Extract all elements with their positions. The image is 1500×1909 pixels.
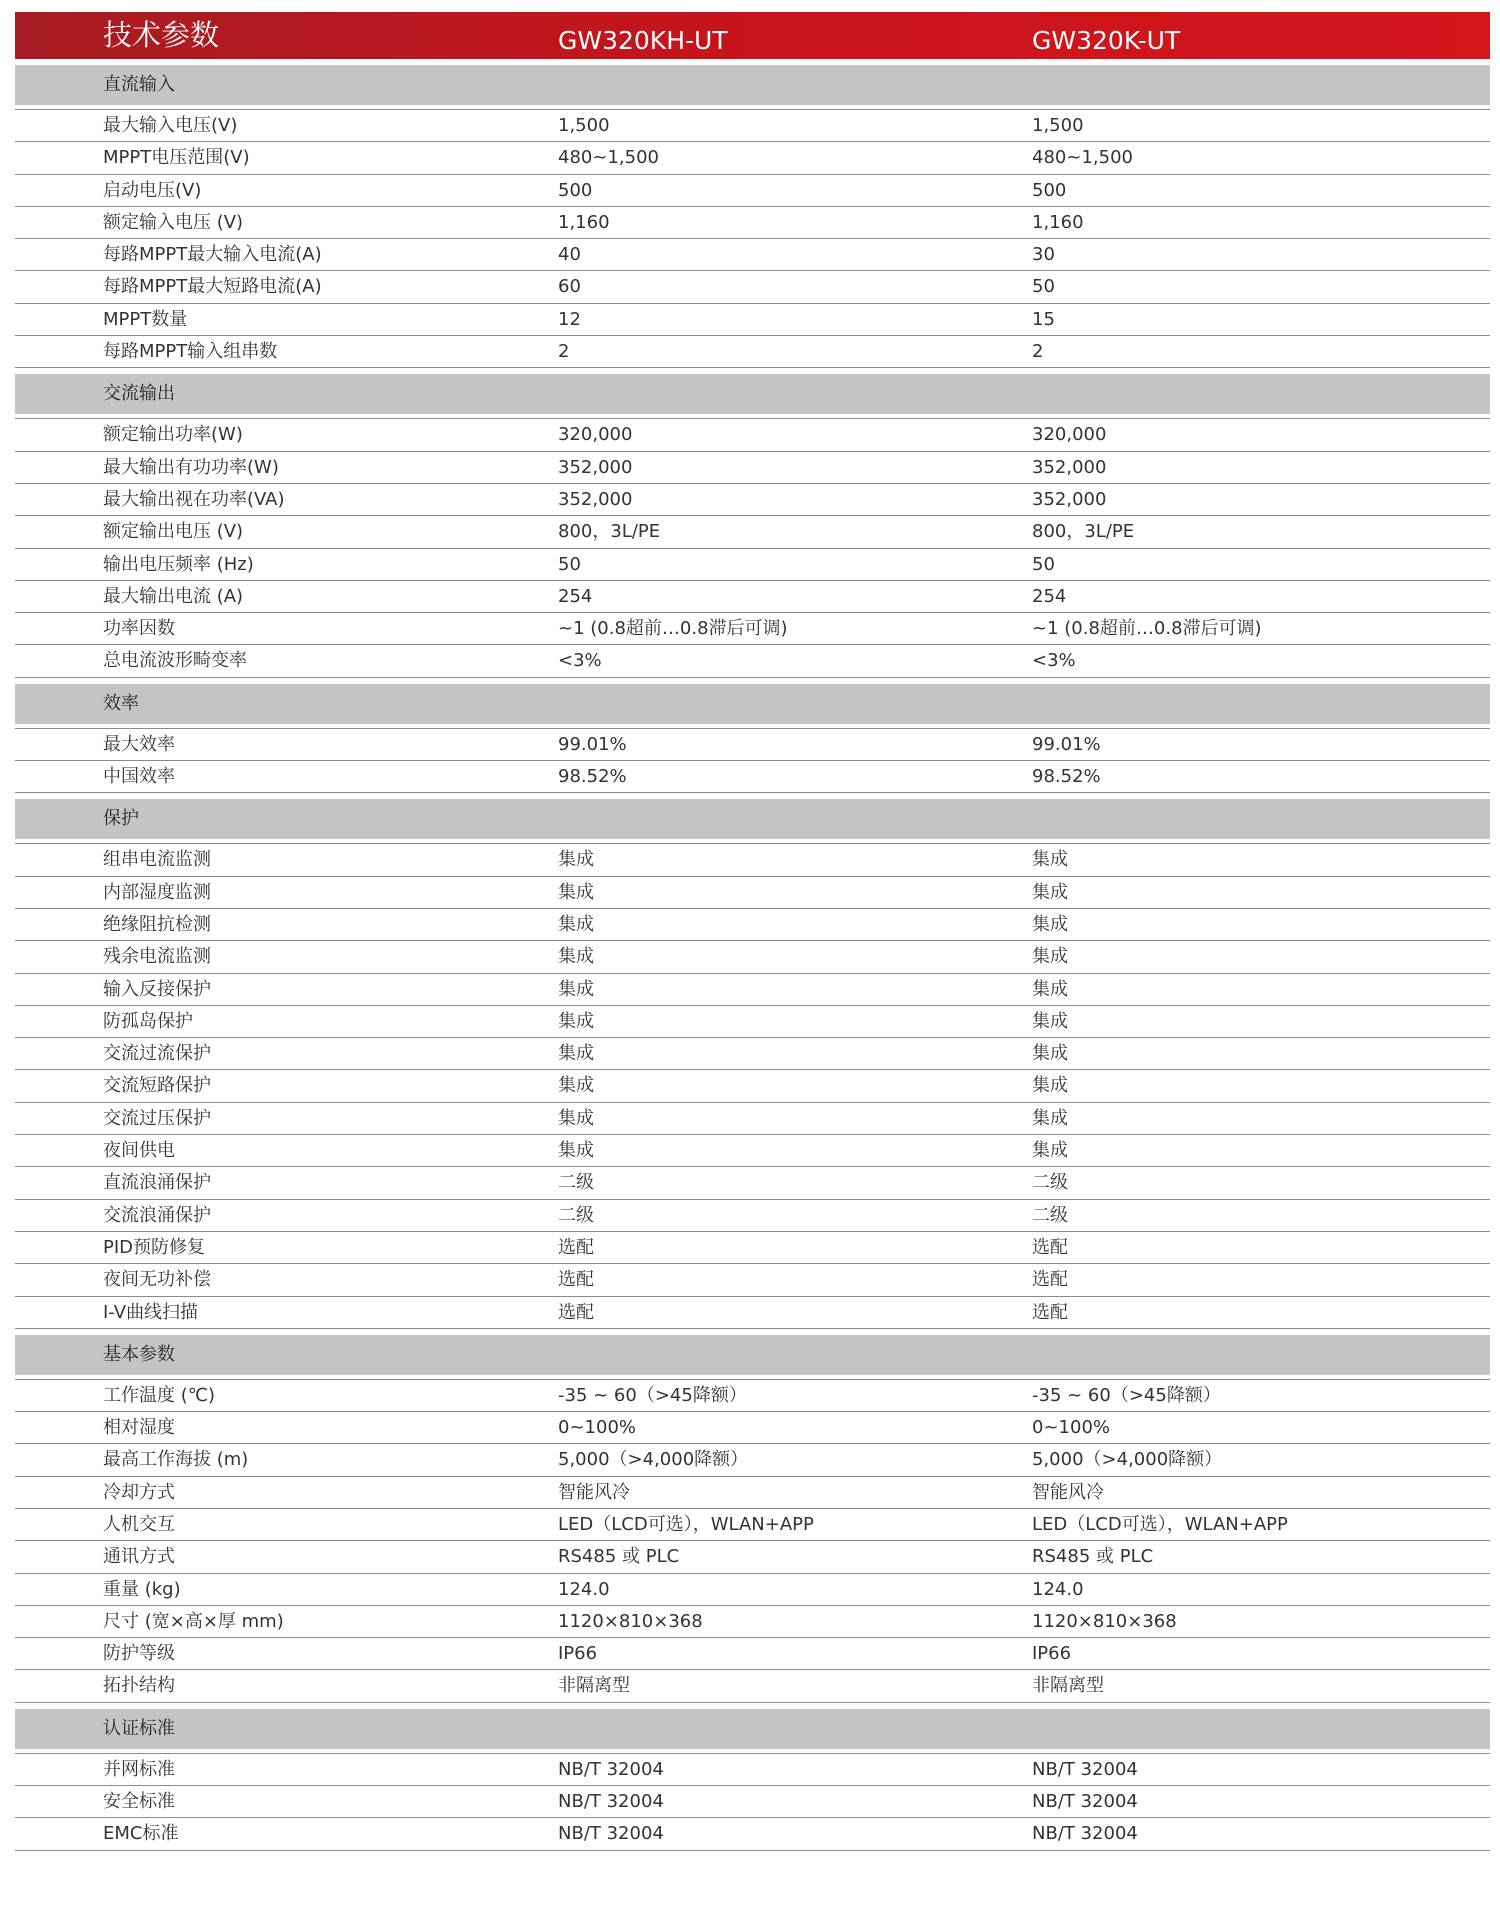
value-model-2: 124.0 (1032, 1578, 1084, 1600)
value-model-1: 集成 (558, 1043, 594, 1065)
spec-row (15, 729, 1490, 761)
value-model-2: 选配 (1032, 1236, 1068, 1258)
value-model-2: ~1 (0.8超前…0.8滞后可调) (1032, 618, 1262, 640)
value-model-2: 选配 (1032, 1301, 1068, 1323)
section-header (15, 1335, 1490, 1375)
value-model-2: 352,000 (1032, 488, 1107, 510)
spec-row (15, 1070, 1490, 1102)
spec-row (15, 1006, 1490, 1038)
value-model-1: 320,000 (558, 424, 633, 446)
section-title: 基本参数 (103, 1343, 175, 1365)
value-model-2: 30 (1032, 244, 1055, 266)
section-rows (15, 843, 1490, 1328)
spec-label: 防孤岛保护 (103, 1010, 193, 1032)
value-model-1: 2 (558, 341, 570, 363)
value-model-2: 98.52% (1032, 766, 1101, 788)
spec-label: 夜间供电 (103, 1140, 175, 1162)
value-model-1: 智能风冷 (558, 1481, 630, 1503)
value-model-1: 500 (558, 179, 593, 201)
value-model-1: 集成 (558, 1075, 594, 1097)
value-model-1: RS485 或 PLC (558, 1546, 680, 1568)
value-model-2: 254 (1032, 585, 1067, 607)
spec-row (15, 1638, 1490, 1670)
value-model-1: 40 (558, 244, 581, 266)
value-model-1: 254 (558, 585, 593, 607)
spec-label: 残余电流监测 (103, 946, 211, 968)
value-model-1: 1120×810×368 (558, 1610, 703, 1632)
value-model-1: 98.52% (558, 766, 627, 788)
spec-row (15, 1509, 1490, 1541)
spec-label: 每路MPPT输入组串数 (103, 341, 278, 363)
value-model-1: 12 (558, 308, 581, 330)
value-model-1: 1,160 (558, 211, 610, 233)
spec-row (15, 1818, 1490, 1850)
value-model-2: 2 (1032, 341, 1044, 363)
spec-label: 最大输出视在功率(VA) (103, 488, 285, 510)
spec-row (15, 877, 1490, 909)
header-model-1: GW320KH-UT (558, 26, 728, 55)
section-rows (15, 728, 1490, 794)
section-header (15, 65, 1490, 105)
spec-row (15, 1670, 1490, 1702)
value-model-1: 非隔离型 (558, 1675, 630, 1697)
value-model-2: 二级 (1032, 1204, 1068, 1226)
spec-label: 最大效率 (103, 733, 175, 755)
value-model-1: 480~1,500 (558, 147, 659, 169)
value-model-2: 5,000（>4,000降额） (1032, 1449, 1223, 1471)
section-title: 交流输出 (103, 383, 175, 405)
spec-label: 拓扑结构 (103, 1675, 175, 1697)
spec-label: 夜间无功补偿 (103, 1269, 211, 1291)
value-model-1: 800，3L/PE (558, 521, 661, 543)
spec-row (15, 1380, 1490, 1412)
value-model-1: 集成 (558, 1107, 594, 1129)
spec-label: 中国效率 (103, 766, 175, 788)
spec-sections (15, 65, 1490, 1851)
value-model-2: <3% (1032, 650, 1076, 672)
value-model-2: 智能风冷 (1032, 1481, 1104, 1503)
spec-label: 组串电流监测 (103, 849, 211, 871)
spec-label: 每路MPPT最大输入电流(A) (103, 244, 322, 266)
spec-label: 额定输入电压 (V) (103, 211, 244, 233)
spec-row (15, 1297, 1490, 1329)
value-model-1: 0~100% (558, 1417, 636, 1439)
value-model-2: 320,000 (1032, 424, 1107, 446)
value-model-2: 集成 (1032, 946, 1068, 968)
spec-row (15, 909, 1490, 941)
value-model-1: 352,000 (558, 456, 633, 478)
value-model-1: LED（LCD可选），WLAN+APP (558, 1513, 814, 1535)
value-model-2: 非隔离型 (1032, 1675, 1104, 1697)
value-model-1: 124.0 (558, 1578, 610, 1600)
spec-label: 输入反接保护 (103, 978, 211, 1000)
spec-row (15, 1444, 1490, 1476)
value-model-1: 60 (558, 276, 581, 298)
value-model-2: -35 ~ 60（>45降额） (1032, 1384, 1221, 1406)
spec-label: 额定输出功率(W) (103, 424, 243, 446)
value-model-2: 集成 (1032, 1043, 1068, 1065)
value-model-2: 选配 (1032, 1269, 1068, 1291)
section-header (15, 684, 1490, 724)
spec-row (15, 304, 1490, 336)
spec-row (15, 419, 1490, 451)
spec-row (15, 1541, 1490, 1573)
spec-label: 直流浪涌保护 (103, 1172, 211, 1194)
spec-label: 输出电压频率 (Hz) (103, 553, 254, 575)
spec-label: 交流过压保护 (103, 1107, 211, 1129)
value-model-2: 集成 (1032, 978, 1068, 1000)
value-model-1: ~1 (0.8超前…0.8滞后可调) (558, 618, 788, 640)
spec-row (15, 207, 1490, 239)
value-model-2: NB/T 32004 (1032, 1823, 1138, 1845)
spec-label: MPPT数量 (103, 308, 188, 330)
spec-label: 每路MPPT最大短路电流(A) (103, 276, 322, 298)
spec-row (15, 1574, 1490, 1606)
spec-row (15, 581, 1490, 613)
spec-row (15, 271, 1490, 303)
value-model-2: 500 (1032, 179, 1067, 201)
spec-label: 相对湿度 (103, 1417, 175, 1439)
value-model-2: 集成 (1032, 1075, 1068, 1097)
value-model-2: 集成 (1032, 881, 1068, 903)
spec-row (15, 239, 1490, 271)
table-header (15, 12, 1490, 59)
section-rows (15, 418, 1490, 677)
value-model-1: 集成 (558, 1140, 594, 1162)
spec-row (15, 613, 1490, 645)
value-model-1: 99.01% (558, 733, 627, 755)
value-model-2: 1,160 (1032, 211, 1084, 233)
section-rows (15, 1379, 1490, 1703)
spec-label: 总电流波形畸变率 (103, 650, 247, 672)
value-model-1: 选配 (558, 1269, 594, 1291)
spec-label: 防护等级 (103, 1643, 175, 1665)
value-model-1: NB/T 32004 (558, 1758, 664, 1780)
value-model-2: 集成 (1032, 1010, 1068, 1032)
value-model-2: 集成 (1032, 913, 1068, 935)
value-model-1: 集成 (558, 881, 594, 903)
value-model-2: RS485 或 PLC (1032, 1546, 1154, 1568)
header-title: 技术参数 (103, 18, 220, 52)
spec-label: 额定输出电压 (V) (103, 521, 244, 543)
spec-row (15, 645, 1490, 677)
spec-row (15, 844, 1490, 876)
spec-row (15, 142, 1490, 174)
value-model-2: 集成 (1032, 1107, 1068, 1129)
spec-row (15, 1606, 1490, 1638)
section-header (15, 1709, 1490, 1749)
spec-row (15, 1103, 1490, 1135)
value-model-2: 99.01% (1032, 733, 1101, 755)
spec-row (15, 1038, 1490, 1070)
spec-label: 最大输入电压(V) (103, 115, 238, 136)
value-model-1: 1,500 (558, 115, 610, 136)
spec-label: 最大输出有功功率(W) (103, 456, 279, 478)
value-model-2: 352,000 (1032, 456, 1107, 478)
spec-row (15, 175, 1490, 207)
spec-row (15, 761, 1490, 793)
value-model-2: 集成 (1032, 1140, 1068, 1162)
spec-row (15, 549, 1490, 581)
spec-label: 内部湿度监测 (103, 881, 211, 903)
value-model-1: 集成 (558, 978, 594, 1000)
value-model-2: 50 (1032, 276, 1055, 298)
spec-row (15, 1754, 1490, 1786)
spec-label: 最大输出电流 (A) (103, 585, 244, 607)
value-model-2: 50 (1032, 553, 1055, 575)
spec-label: 工作温度 (℃) (103, 1384, 215, 1406)
value-model-1: 二级 (558, 1204, 594, 1226)
spec-label: 交流短路保护 (103, 1075, 211, 1097)
value-model-2: 480~1,500 (1032, 147, 1133, 169)
spec-row (15, 1412, 1490, 1444)
value-model-1: NB/T 32004 (558, 1791, 664, 1813)
value-model-1: 50 (558, 553, 581, 575)
value-model-2: 1,500 (1032, 115, 1084, 136)
spec-label: 绝缘阻抗检测 (103, 913, 211, 935)
section-header (15, 374, 1490, 414)
spec-row (15, 1167, 1490, 1199)
spec-sheet (15, 12, 1490, 1851)
spec-label: 功率因数 (103, 618, 175, 640)
value-model-1: 二级 (558, 1172, 594, 1194)
spec-row (15, 941, 1490, 973)
value-model-1: NB/T 32004 (558, 1823, 664, 1845)
spec-label: 重量 (kg) (103, 1578, 181, 1600)
spec-row (15, 1200, 1490, 1232)
value-model-1: -35 ~ 60（>45降额） (558, 1384, 747, 1406)
value-model-1: 352,000 (558, 488, 633, 510)
section-title: 直流输入 (103, 74, 175, 95)
value-model-2: NB/T 32004 (1032, 1758, 1138, 1780)
section-title: 效率 (103, 692, 139, 714)
spec-label: 最高工作海拔 (m) (103, 1449, 249, 1471)
value-model-1: 选配 (558, 1236, 594, 1258)
spec-row (15, 1786, 1490, 1818)
value-model-1: IP66 (558, 1643, 598, 1665)
value-model-2: 15 (1032, 308, 1055, 330)
spec-label: 冷却方式 (103, 1481, 175, 1503)
spec-label: 人机交互 (103, 1513, 175, 1535)
section-title: 保护 (103, 808, 139, 830)
value-model-2: LED（LCD可选），WLAN+APP (1032, 1513, 1288, 1535)
spec-row (15, 1135, 1490, 1167)
value-model-1: 选配 (558, 1301, 594, 1323)
spec-row (15, 1232, 1490, 1264)
spec-label: 启动电压(V) (103, 179, 202, 201)
spec-label: 并网标准 (103, 1758, 175, 1780)
spec-label: EMC标准 (103, 1823, 179, 1845)
spec-label: 尺寸 (宽×高×厚 mm) (103, 1610, 284, 1632)
spec-row (15, 452, 1490, 484)
spec-row (15, 110, 1490, 142)
header-model-2: GW320K-UT (1032, 26, 1181, 55)
value-model-1: 集成 (558, 1010, 594, 1032)
spec-row (15, 336, 1490, 368)
value-model-2: IP66 (1032, 1643, 1072, 1665)
spec-row (15, 1264, 1490, 1296)
value-model-2: 0~100% (1032, 1417, 1110, 1439)
spec-row (15, 974, 1490, 1006)
spec-label: MPPT电压范围(V) (103, 147, 250, 169)
value-model-1: <3% (558, 650, 602, 672)
value-model-2: 1120×810×368 (1032, 1610, 1177, 1632)
value-model-1: 5,000（>4,000降额） (558, 1449, 749, 1471)
spec-row (15, 516, 1490, 548)
value-model-1: 集成 (558, 946, 594, 968)
value-model-2: 800，3L/PE (1032, 521, 1135, 543)
spec-label: 安全标准 (103, 1791, 175, 1813)
value-model-2: 集成 (1032, 849, 1068, 871)
value-model-2: 二级 (1032, 1172, 1068, 1194)
spec-label: PID预防修复 (103, 1236, 206, 1258)
section-title: 认证标准 (103, 1717, 175, 1739)
section-rows (15, 1753, 1490, 1851)
value-model-1: 集成 (558, 849, 594, 871)
section-header (15, 799, 1490, 839)
spec-label: 通讯方式 (103, 1546, 175, 1568)
spec-label: I-V曲线扫描 (103, 1301, 199, 1323)
spec-row (15, 484, 1490, 516)
value-model-1: 集成 (558, 913, 594, 935)
section-rows (15, 109, 1490, 368)
spec-label: 交流浪涌保护 (103, 1204, 211, 1226)
spec-label: 交流过流保护 (103, 1043, 211, 1065)
value-model-2: NB/T 32004 (1032, 1791, 1138, 1813)
spec-row (15, 1477, 1490, 1509)
